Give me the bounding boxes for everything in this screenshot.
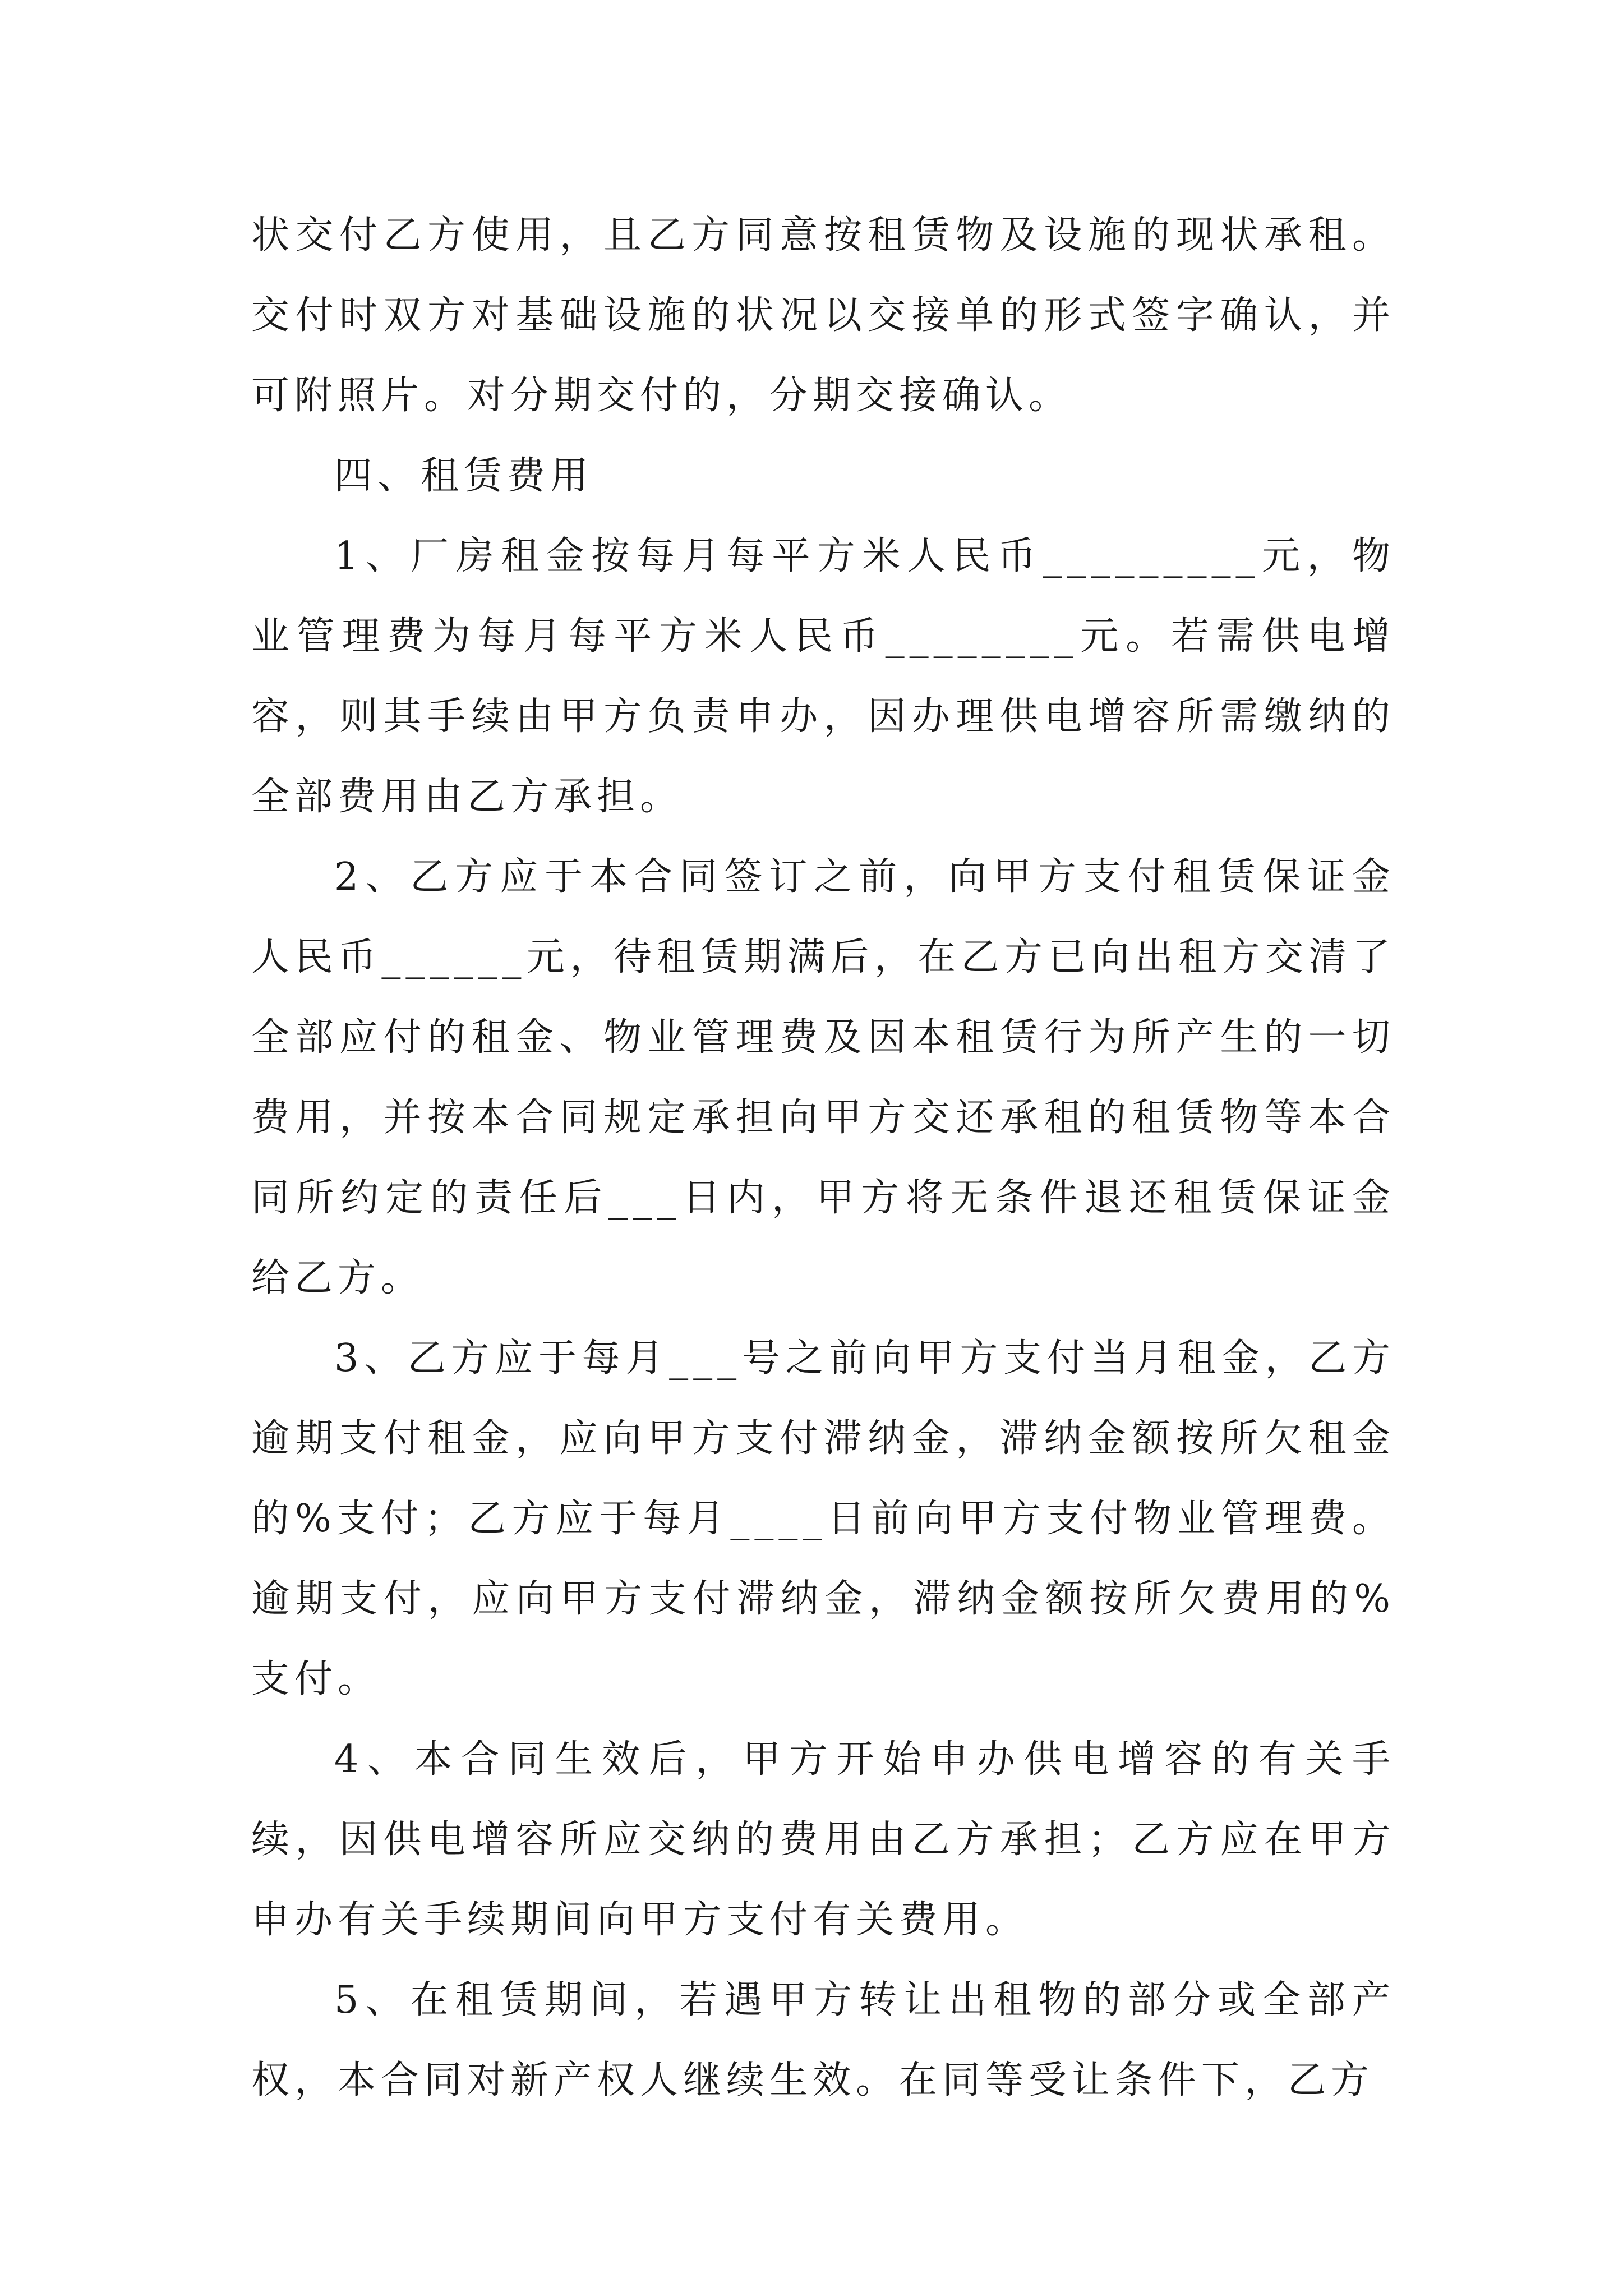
section-heading-rental-fees: 四、租赁费用 <box>334 454 594 498</box>
contract-body <box>251 195 1395 2120</box>
clause-1-rent-rate: 1、厂房租金按每月每平方米人民币_________元，物业管理费为每月每平方米人民币________元。若需供电增容，则其手续由甲方负责申办，因办理供电增容所需缴纳的全部费用由乙方承担。 <box>251 534 1395 819</box>
clause-5-ownership-transfer: 5、在租赁期间，若遇甲方转让出租物的部分或全部产权，本合同对新产权人继续生效。在同等受让条件下，乙方 <box>251 1978 1395 2102</box>
clause-4-power-capacity: 4、本合同生效后，甲方开始申办供电增容的有关手续，因供电增容所应交纳的费用由乙方承担；乙方应在甲方申办有关手续期间向甲方支付有关费用。 <box>251 1737 1395 1942</box>
clause-3-payment-due: 3、乙方应于每月___号之前向甲方支付当月租金，乙方逾期支付租金，应向甲方支付滞纳金，滞纳金额按所欠租金的%支付；乙方应于每月____日前向甲方支付物业管理费。逾期支付，应向甲方支付滞纳金，滞纳金额按所欠费用的%支付。 <box>251 1336 1395 1701</box>
clause-2-deposit: 2、乙方应于本合同签订之前，向甲方支付租赁保证金人民币______元，待租赁期满后，在乙方已向出租方交清了全部应付的租金、物业管理费及因本租赁行为所产生的一切费用，并按本合同规定承担向甲方交还承租的租赁物等本合同所约定的责任后___日内，甲方将无条件退还租赁保证金给乙方。 <box>251 855 1395 1300</box>
paragraph-handover: 状交付乙方使用，且乙方同意按租赁物及设施的现状承租。交付时双方对基础设施的状况以交接单的形式签字确认，并可附照片。对分期交付的，分期交接确认。 <box>251 213 1395 418</box>
